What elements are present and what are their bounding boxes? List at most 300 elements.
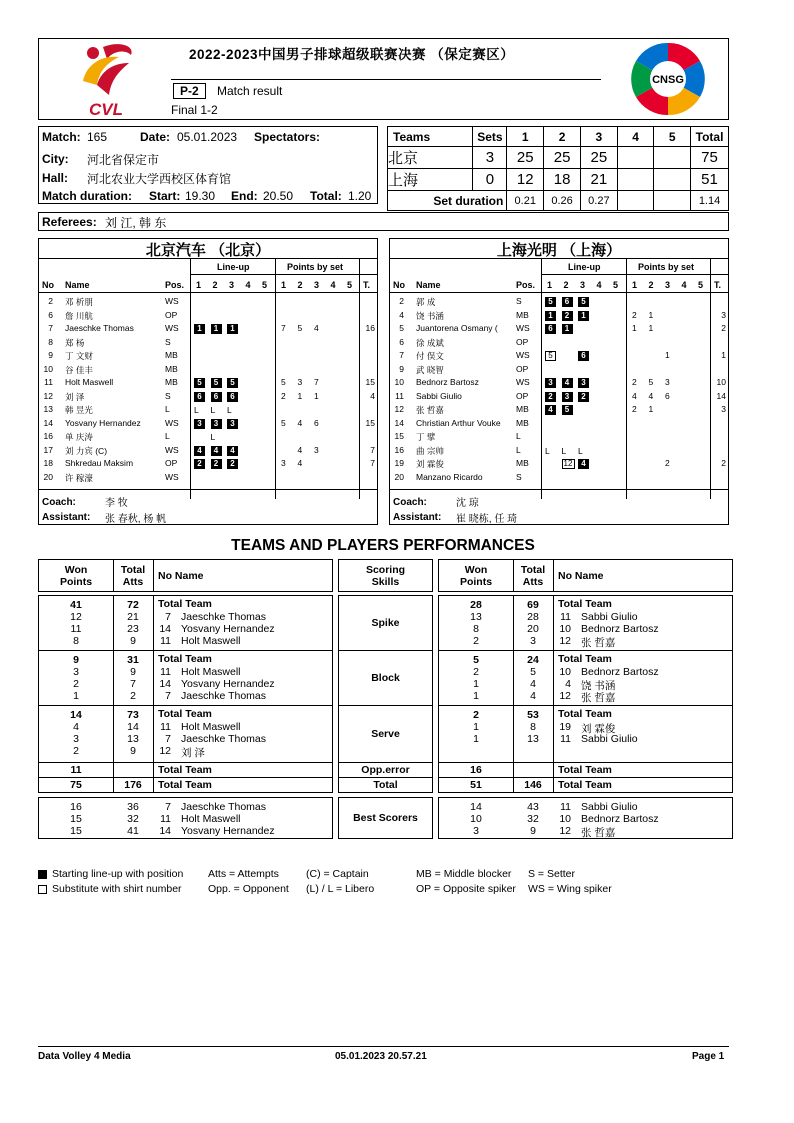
scorer-atts: 32 [527,813,539,825]
player-row [390,472,728,485]
total-label: Total: [310,189,342,203]
player-won: 2 [473,635,479,647]
col-lineup-set: 5 [613,280,619,290]
header-box [38,38,729,120]
team-won: 2 [473,709,479,721]
perf-skill-center [338,705,433,763]
player-name: Jaeschke Thomas [65,323,134,333]
player-pos: L [516,431,521,441]
scorer-no: 11 [560,801,571,813]
player-no: 2 [399,296,404,306]
player-pos: WS [516,350,530,360]
footer-divider [38,1046,729,1047]
scorer-name: Bednorz Bartosz [581,813,659,825]
lineup-cell: 6 [194,392,205,402]
lineup-cell: 2 [227,459,238,469]
best-scorers-left [38,797,333,839]
player-pos: S [165,336,171,347]
header-scoring: Scoring [365,564,406,576]
player-no: 9 [48,350,53,360]
starting-lineup-icon [38,870,47,879]
spectators-label: Spectators: [254,130,321,144]
results-header: 4 [617,127,654,147]
lineup-cell: 4 [211,446,222,456]
player-pos: MB [516,458,529,468]
team-label: Total Team [158,598,212,610]
divider [153,651,154,705]
points-cell: 4 [314,323,319,333]
player-name: Sabbi Giulio [416,390,462,401]
start-label: Start: [149,189,181,203]
lineup-cell: 2 [194,459,205,469]
team-atts: 69 [527,599,539,611]
player-no: 12 [159,745,171,757]
sets-cell: 0 [473,169,507,191]
player-atts: 13 [527,733,539,745]
player-pos: MB [165,377,178,387]
points-cell: 7 [281,323,286,333]
player-row [39,337,377,350]
lineup-cell: 2 [578,392,589,402]
player-atts: 14 [127,721,139,733]
points-cell: 5 [281,377,286,387]
perf-skill-center [338,650,433,706]
results-row [388,169,729,191]
team-won: 5 [473,654,479,666]
lineup-cell: 5 [545,297,556,307]
player-no: 11 [44,377,53,387]
total-atts: 176 [124,779,142,791]
total-won: 75 [70,779,82,791]
player-won: 1 [473,733,479,745]
player-row [390,310,728,323]
player-no: 7 [48,323,53,333]
player-no: 7 [399,350,404,360]
col-no: No [42,280,54,290]
divider [39,489,377,490]
team-b-box [389,238,729,525]
player-name: 张 哲嘉 [416,405,444,415]
player-pos: MB [516,404,529,414]
player-no: 15 [394,431,404,441]
lineup-cell: 4 [194,446,205,456]
player-won: 1 [473,721,479,733]
hall-label: Hall: [42,171,69,185]
lineup-cell: 1 [194,324,205,334]
player-no: 17 [43,444,53,455]
lineup-cell: 1 [545,311,556,321]
lineup-cell: 3 [545,378,556,388]
start-value: 19.30 [185,189,216,203]
cnsg-logo [627,41,709,117]
scorer-name: Jaeschke Thomas [181,801,267,813]
performances-title: TEAMS AND PLAYERS PERFORMANCES [231,537,535,554]
player-name: 刘 霖俊 [581,723,616,735]
best-scorers-center [338,797,433,839]
points-header: Points by set [287,262,344,272]
lineup-cell: 1 [227,324,238,334]
player-no: 7 [165,690,171,702]
player-pos: MB [516,417,529,428]
player-total: 1 [721,350,726,360]
player-atts: 5 [530,666,536,678]
lineup-cell: L [194,405,199,415]
results-header: Teams [388,127,473,147]
skill-name: Serve [371,728,400,740]
player-total: 10 [716,377,726,387]
player-name: 郭 成 [416,297,436,307]
divider [113,560,114,591]
set-duration: 0.26 [544,191,581,211]
col-points-set: 5 [698,280,704,290]
header-points: Points [59,576,93,588]
player-name: Sabbi Giulio [581,733,638,745]
set-duration: 0.27 [580,191,617,211]
match-no: 165 [87,130,108,144]
lineup-cell: 4 [562,378,573,388]
player-total: 7 [370,444,375,455]
team-atts: 73 [127,709,139,721]
points-cell: 1 [648,404,654,414]
coach-name: 沈 琼 [456,498,479,509]
results-header: 1 [507,127,544,147]
divider [153,596,154,650]
perf-header-right [438,559,733,592]
player-row [39,404,377,417]
player-name: 付 俣文 [416,351,444,361]
legend-item: (C) = Captain [306,868,369,880]
player-pos: S [516,471,522,482]
col-lineup-set: 1 [547,280,553,290]
points-cell: 1 [648,309,654,320]
scorer-no: 14 [159,825,171,837]
points-cell: 1 [632,323,637,333]
player-no: 12 [559,690,571,702]
code-badge: P-2 [173,83,206,99]
player-atts: 20 [527,623,539,635]
lineup-cell: 3 [227,419,238,429]
player-name: 饶 书涵 [416,310,444,321]
player-no: 10 [559,666,571,678]
legend-item: OP = Opposite spiker [416,883,516,895]
player-won: 12 [70,611,82,623]
col-lineup-set: 1 [196,280,202,290]
points-cell: 4 [297,417,303,428]
player-no: 7 [165,733,171,745]
player-total: 2 [721,323,726,333]
player-name: 谷 佳丰 [65,364,93,375]
player-no: 11 [160,635,171,647]
set-score: 25 [544,147,581,169]
player-row [390,323,728,336]
col-pos: Pos. [165,280,185,290]
player-atts: 21 [127,611,139,623]
scorer-atts: 36 [127,801,139,813]
player-name: 曲 宗帅 [416,445,444,456]
set-score [617,147,654,169]
player-pos: OP [165,309,178,320]
points-cell: 5 [648,377,654,387]
player-no: 10 [394,377,404,387]
player-name: Yosvany Hernandez [181,623,275,635]
player-row [390,296,728,309]
player-atts: 9 [130,635,136,647]
set-duration [654,191,691,211]
player-name: 詹 川航 [65,310,93,321]
referees-names: 刘 江, 韩 东 [105,216,167,230]
points-cell: 4 [297,444,303,455]
header-total: Total [120,564,146,576]
player-no: 6 [399,336,404,347]
team-atts: 53 [527,709,539,721]
perf-total-center [338,777,433,793]
legend-item: MB = Middle blocker [416,868,512,880]
player-atts: 13 [127,733,139,745]
player-row [390,418,728,431]
player-no: 10 [43,363,53,374]
results-header: 3 [580,127,617,147]
divider [390,258,728,259]
player-name: 刘 泽 [65,391,85,402]
player-atts: 4 [530,690,536,702]
points-header: Points by set [638,262,695,272]
lineup-cell: 6 [545,324,556,334]
points-cell: 2 [281,390,286,401]
lineup-cell: 5 [211,378,222,388]
player-row [39,364,377,377]
assistant-name: 张 春秋, 杨 帆 [105,514,167,525]
legend-item: Substitute with shirt number [52,883,182,895]
header-skills: Skills [371,576,400,588]
total-atts: 146 [524,779,542,791]
lineup-cell: 2 [562,311,573,321]
player-row [39,472,377,485]
player-won: 3 [73,733,79,745]
perf-header-center [338,559,433,592]
col-lineup-set: 4 [596,280,602,290]
col-points-set: 1 [632,280,638,290]
lineup-cell: 5 [545,351,556,361]
points-cell: 5 [297,323,303,333]
player-atts: 4 [530,678,536,690]
player-won: 1 [473,678,479,690]
player-no: 12 [43,390,53,401]
cvl-logo-text: CVL [89,100,123,119]
points-cell: 3 [314,444,319,455]
player-atts: 23 [127,623,139,635]
player-name: Holt Maswell [181,721,241,733]
team-label: Total Team [158,653,212,665]
perf-skill-left [38,650,333,706]
perf-skill-right [438,705,733,763]
player-won: 11 [70,623,82,635]
header-atts: Atts [522,576,544,588]
city-label: City: [42,152,69,166]
player-row [390,391,728,404]
player-row [39,391,377,404]
player-name: Manzano Ricardo [416,471,483,482]
scorer-points: 15 [70,825,82,837]
team-name: 上海光明 （上海） [496,242,622,259]
set-score: 25 [580,147,617,169]
title-underline [171,79,601,80]
lineup-cell: 6 [562,297,573,307]
header-noname: No Name [158,570,204,582]
end-label: End: [231,189,258,203]
player-won: 2 [73,745,79,757]
duration-label: Match duration: [42,189,132,203]
lineup-cell: 3 [194,419,205,429]
team-cell: 北京 [388,147,473,169]
team-won: 28 [470,599,482,611]
coach-name: 李 牧 [105,498,128,509]
player-row [39,418,377,431]
lineup-cell: 2 [211,459,222,469]
player-row [39,350,377,363]
player-name: 丁 擘 [416,432,436,442]
header-won: Won [64,564,88,576]
best-scorers-right [438,797,733,839]
perf-header-left [38,559,333,592]
results-header: Total [691,127,729,147]
player-name: 武 晓智 [416,364,444,375]
player-name: Juantorena Osmany ( [416,323,498,333]
player-no: 13 [43,404,53,414]
col-name: Name [416,280,441,290]
set-duration-label: Set duration [388,191,507,211]
points-cell: 1 [297,390,303,401]
results-header: 2 [544,127,581,147]
lineup-cell: 3 [211,419,222,429]
points-cell: 4 [297,458,303,468]
header-atts: Atts [122,576,144,588]
points-cell: 3 [297,377,303,387]
col-points-set: 1 [281,280,287,290]
points-cell: 7 [314,377,319,387]
opp-error-label: Opp.error [361,764,410,776]
player-name: 丁 文财 [65,351,93,361]
col-points-set: 4 [681,280,687,290]
player-name: Jaeschke Thomas [181,611,267,623]
scorer-no: 7 [165,801,171,813]
perf-opp-error-center [338,762,433,778]
player-won: 13 [470,611,482,623]
divider [553,706,554,762]
substitute-icon [38,885,47,894]
col-pos: Pos. [516,280,536,290]
lineup-cell: 1 [562,324,573,334]
player-total: 2 [721,458,726,468]
scorer-points: 15 [70,813,82,825]
points-cell: 1 [314,390,319,401]
player-no: 10 [559,623,571,635]
points-cell: 6 [665,390,670,401]
col-points-set: 5 [347,280,353,290]
lineup-cell: L [210,432,216,442]
player-atts: 3 [530,635,536,647]
coach-label: Coach: [393,497,427,508]
player-no: 20 [43,471,53,482]
player-name: 单 庆涛 [65,432,93,442]
player-total: 15 [365,417,375,428]
header-total: Total [520,564,546,576]
footer-right: Page 1 [692,1051,725,1062]
player-no: 4 [399,309,404,320]
perf-skill-left [38,595,333,651]
lineup-cell: 4 [578,459,589,469]
player-total: 16 [365,323,375,333]
divider [39,292,377,293]
player-row [390,364,728,377]
player-total: 14 [716,390,726,401]
player-won: 1 [73,690,79,702]
player-won: 4 [73,721,79,733]
divider [553,651,554,705]
player-atts: 9 [130,666,136,678]
player-atts: 8 [530,721,536,733]
referees-label: Referees: [42,215,97,229]
player-name: 饶 书涵 [581,680,616,692]
player-name: Jaeschke Thomas [181,690,267,702]
scorer-points: 14 [470,801,482,813]
perf-opp-error-left [38,762,333,778]
player-row [39,323,377,336]
points-cell: 3 [665,377,670,387]
lineup-cell: L [578,445,583,456]
player-pos: S [516,296,522,306]
points-cell: 2 [632,309,637,320]
header-won: Won [464,564,488,576]
lineup-cell: 4 [227,446,238,456]
total-duration: 1.20 [348,189,372,203]
opp-error-value: 16 [470,764,482,776]
col-lineup-set: 3 [229,280,235,290]
points-cell: 2 [632,377,637,387]
header-noname: No Name [558,570,604,582]
scorer-name: Holt Maswell [181,813,241,825]
perf-skill-right [438,650,733,706]
lineup-cell: 6 [227,392,238,402]
player-name: 刘 霖俊 [416,459,444,469]
col-points-set: 2 [648,280,654,290]
player-name: Christian Arthur Vouke [416,417,501,428]
points-cell: 3 [281,458,286,468]
points-cell: 2 [665,458,670,468]
team-label: Total Team [158,779,212,791]
player-pos: S [165,390,171,401]
player-pos: L [165,404,170,414]
points-cell: 4 [648,390,654,401]
legend-item: WS = Wing spiker [528,883,612,895]
player-no: 11 [160,666,171,678]
divider [39,258,377,259]
player-total: 3 [721,404,726,414]
divider [153,560,154,591]
col-lineup-set: 3 [580,280,586,290]
player-row [390,404,728,417]
player-pos: WS [516,323,530,333]
divider [513,763,514,777]
legend-item: (L) / L = Libero [306,883,375,895]
lineup-cell: 6 [211,392,222,402]
player-name: Jaeschke Thomas [181,733,267,745]
player-no: 2 [48,296,53,306]
player-no: 12 [559,635,571,647]
player-no: 11 [395,390,404,401]
match-label: Match: [42,130,81,144]
points-cell: 2 [632,404,637,414]
divider [113,763,114,777]
